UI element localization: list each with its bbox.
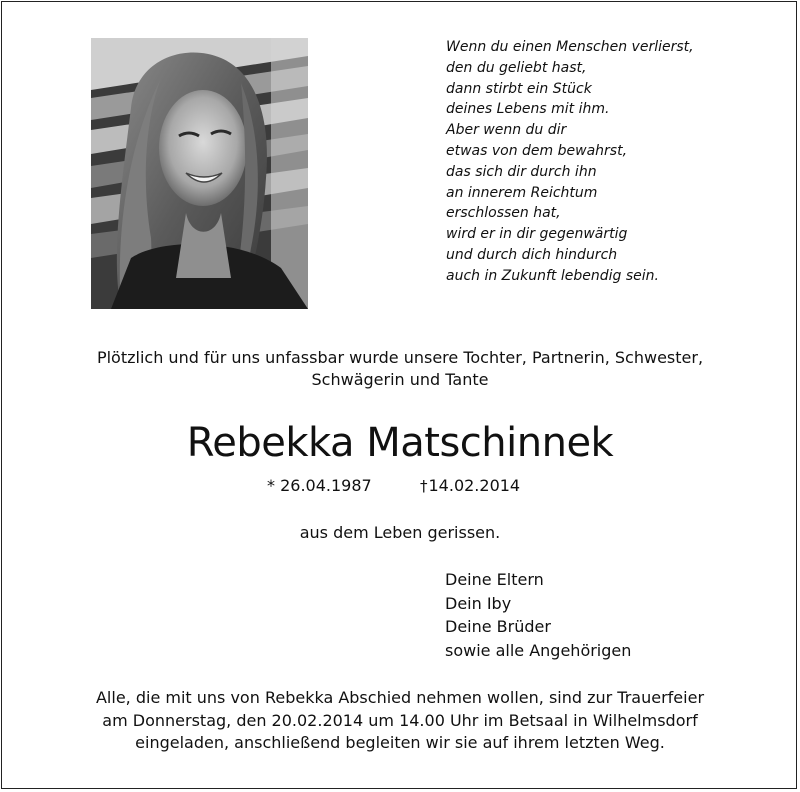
cross-icon: † — [420, 477, 428, 495]
birth-date — [267, 475, 372, 497]
family-line: Deine Brüder — [445, 617, 551, 636]
portrait-photo — [91, 38, 308, 309]
birth-symbol: * — [267, 476, 275, 495]
invitation-line: Alle, die mit uns von Rebekka Abschied nehmen wollen, sind zur Trauerfeier — [95, 688, 705, 707]
birth-date-value: 26.04.1987 — [280, 476, 372, 495]
invitation-line: eingeladen, anschließend begleiten wir sie auf ihrem letzten Weg. — [135, 733, 665, 752]
invitation-line: am Donnerstag, den 20.02.2014 um 14.00 Uhr im Betsaal in Wilhelmsdorf — [102, 710, 698, 730]
family-signature — [445, 568, 631, 662]
family-line: Dein Iby — [445, 593, 512, 613]
poem-line: auch in Zukunft lebendig sein. — [446, 267, 659, 284]
poem-line: den du geliebt hast, — [446, 59, 587, 76]
poem-line: das sich dir durch ihn — [446, 163, 597, 180]
poem — [446, 37, 776, 287]
poem-line: deines Lebens mit ihm. — [446, 101, 610, 118]
deceased-name: Rebekka Matschinnek — [186, 420, 614, 466]
family-line: sowie alle Angehörigen — [445, 640, 632, 660]
poem-line: wird er in dir gegenwärtig — [446, 226, 628, 243]
poem-line: etwas von dem bewahrst, — [446, 142, 628, 159]
closing-text: aus dem Leben gerissen. — [299, 523, 501, 542]
intro-text — [0, 347, 800, 391]
death-date — [420, 475, 520, 497]
poem-line: Aber wenn du dir — [446, 122, 567, 139]
poem-line: an innerem Reichtum — [446, 184, 598, 201]
intro-line: Plötzlich und für uns unfassbar wurde unsere Tochter, Partnerin, Schwester, — [96, 348, 704, 367]
poem-line: erschlossen hat, — [446, 205, 561, 222]
intro-line: Schwägerin und Tante — [311, 370, 489, 389]
poem-line: Wenn du einen Menschen verlierst, — [446, 39, 694, 55]
poem-line: und durch dich hindurch — [446, 246, 618, 263]
family-line: Deine Eltern — [445, 570, 544, 589]
death-date-value: 14.02.2014 — [428, 476, 521, 495]
funeral-invitation — [0, 687, 800, 755]
poem-line: dann stirbt ein Stück — [446, 80, 592, 97]
